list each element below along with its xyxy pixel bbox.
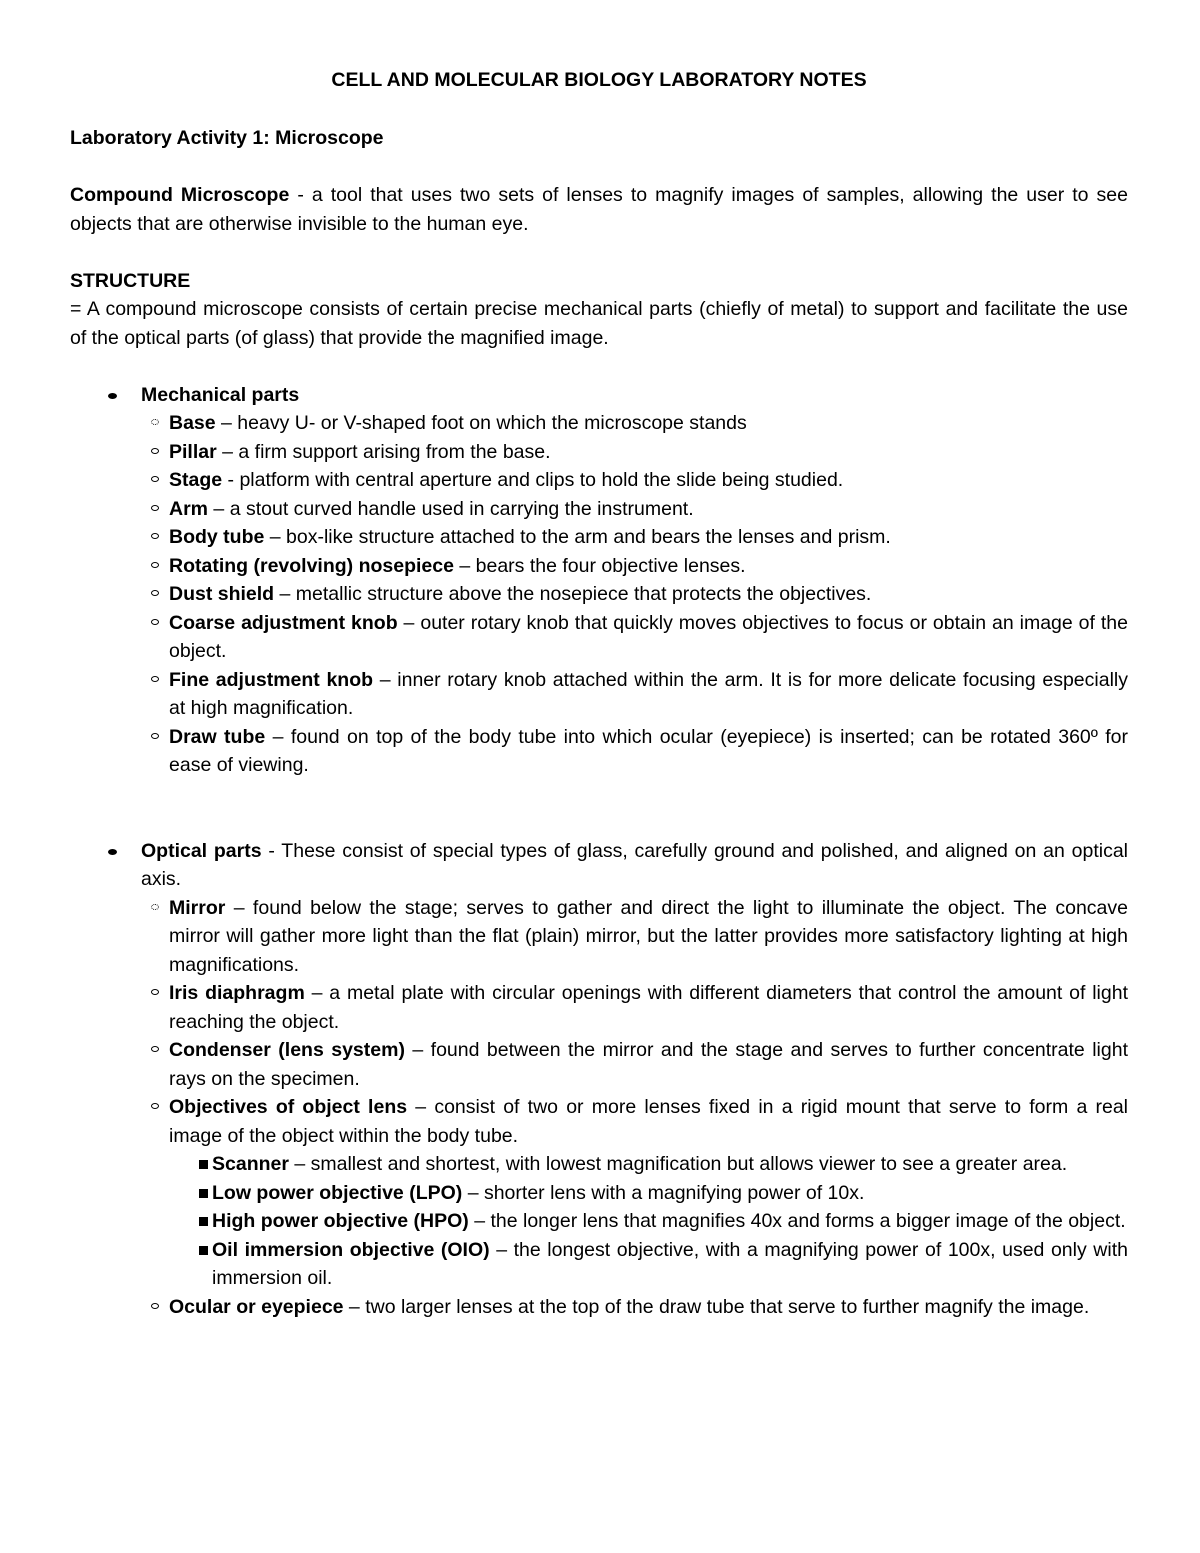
definition-text: - a tool that uses two sets of lenses to magnify images of samples, allowing the user to see objects that are otherwise invisible to the human eye. bbox=[70, 184, 1128, 235]
list-item: Scanner – smallest and shortest, with lowest magnification but allows viewer to see a greater area. bbox=[70, 1150, 1128, 1179]
square-bullet-icon bbox=[199, 1246, 208, 1255]
list-item: Objectives of object lens – consist of two or more lenses fixed in a rigid mount that serve to form a real image of the object within the body tube. bbox=[70, 1093, 1128, 1150]
circle-bullet-icon bbox=[151, 989, 159, 995]
circle-bullet-icon bbox=[151, 505, 159, 511]
optical-parts-heading: Optical parts - These consist of special types of glass, carefully ground and polished, and aligned on an optical axis. bbox=[70, 837, 1128, 894]
list-item: Arm – a stout curved handle used in carrying the instrument. bbox=[70, 495, 1128, 524]
circle-bullet-icon bbox=[151, 1046, 159, 1052]
document-page bbox=[70, 66, 1128, 1321]
square-bullet-icon bbox=[199, 1189, 208, 1198]
list-item: Condenser (lens system) – found between the mirror and the stage and serves to further concentrate light rays on the specimen. bbox=[70, 1036, 1128, 1093]
square-bullet-icon bbox=[199, 1160, 208, 1169]
circle-bullet-icon bbox=[151, 590, 159, 596]
list-item: High power objective (HPO) – the longer lens that magnifies 40x and forms a bigger image of the object. bbox=[70, 1207, 1128, 1236]
square-bullet-icon bbox=[199, 1217, 208, 1226]
list-item: Draw tube – found on top of the body tube into which ocular (eyepiece) is inserted; can be rotated 360º for ease of viewing. bbox=[70, 723, 1128, 780]
circle-bullet-icon bbox=[151, 1103, 159, 1109]
structure-heading: STRUCTURE bbox=[70, 269, 191, 292]
structure-text: = A compound microscope consists of certain precise mechanical parts (chiefly of metal) to support and facilitate the use of the optical parts (of glass) that provide the magnified image. bbox=[70, 298, 1128, 349]
list-item: Base – heavy U- or V-shaped foot on which the microscope stands bbox=[70, 409, 1128, 438]
dotted-circle-bullet-icon bbox=[151, 419, 159, 425]
bullet-icon bbox=[108, 849, 117, 855]
list-item: Fine adjustment knob – inner rotary knob attached within the arm. It is for more delicate focusing especially at high magnification. bbox=[70, 666, 1128, 723]
bullet-icon bbox=[108, 393, 117, 399]
circle-bullet-icon bbox=[151, 619, 159, 625]
list-item: Iris diaphragm – a metal plate with circular openings with different diameters that control the amount of light reaching the object. bbox=[70, 979, 1128, 1036]
list-item: Body tube – box-like structure attached to the arm and bears the lenses and prism. bbox=[70, 523, 1128, 552]
list-item: Rotating (revolving) nosepiece – bears the four objective lenses. bbox=[70, 552, 1128, 581]
mechanical-parts-heading: Mechanical parts bbox=[70, 381, 1128, 410]
list-item: Stage - platform with central aperture and clips to hold the slide being studied. bbox=[70, 466, 1128, 495]
list-item: Oil immersion objective (OIO) – the longest objective, with a magnifying power of 100x, used only with immersion oil. bbox=[70, 1236, 1128, 1293]
list-item: Dust shield – metallic structure above the nosepiece that protects the objectives. bbox=[70, 580, 1128, 609]
circle-bullet-icon bbox=[151, 448, 159, 454]
list-item: Mirror – found below the stage; serves to gather and direct the light to illuminate the object. The concave mirror will gather more light than the flat (plain) mirror, but the latter provides more satisfactory lighting at high magnifications. bbox=[70, 894, 1128, 980]
list-item: Ocular or eyepiece – two larger lenses at the top of the draw tube that serve to further magnify the image. bbox=[70, 1293, 1128, 1322]
list-item: Pillar – a firm support arising from the base. bbox=[70, 438, 1128, 467]
circle-bullet-icon bbox=[151, 476, 159, 482]
circle-bullet-icon bbox=[151, 533, 159, 539]
list-item: Low power objective (LPO) – shorter lens with a magnifying power of 10x. bbox=[70, 1179, 1128, 1208]
list-item: Coarse adjustment knob – outer rotary knob that quickly moves objectives to focus or obtain an image of the object. bbox=[70, 609, 1128, 666]
circle-bullet-icon bbox=[151, 562, 159, 568]
circle-bullet-icon bbox=[151, 1303, 159, 1309]
document-title: CELL AND MOLECULAR BIOLOGY LABORATORY NOTES bbox=[331, 69, 867, 91]
definition-paragraph bbox=[70, 181, 1128, 238]
dotted-circle-bullet-icon bbox=[151, 904, 159, 910]
circle-bullet-icon bbox=[151, 733, 159, 739]
definition-term: Compound Microscope bbox=[70, 184, 290, 206]
activity-title: Laboratory Activity 1: Microscope bbox=[70, 127, 384, 149]
circle-bullet-icon bbox=[151, 676, 159, 682]
